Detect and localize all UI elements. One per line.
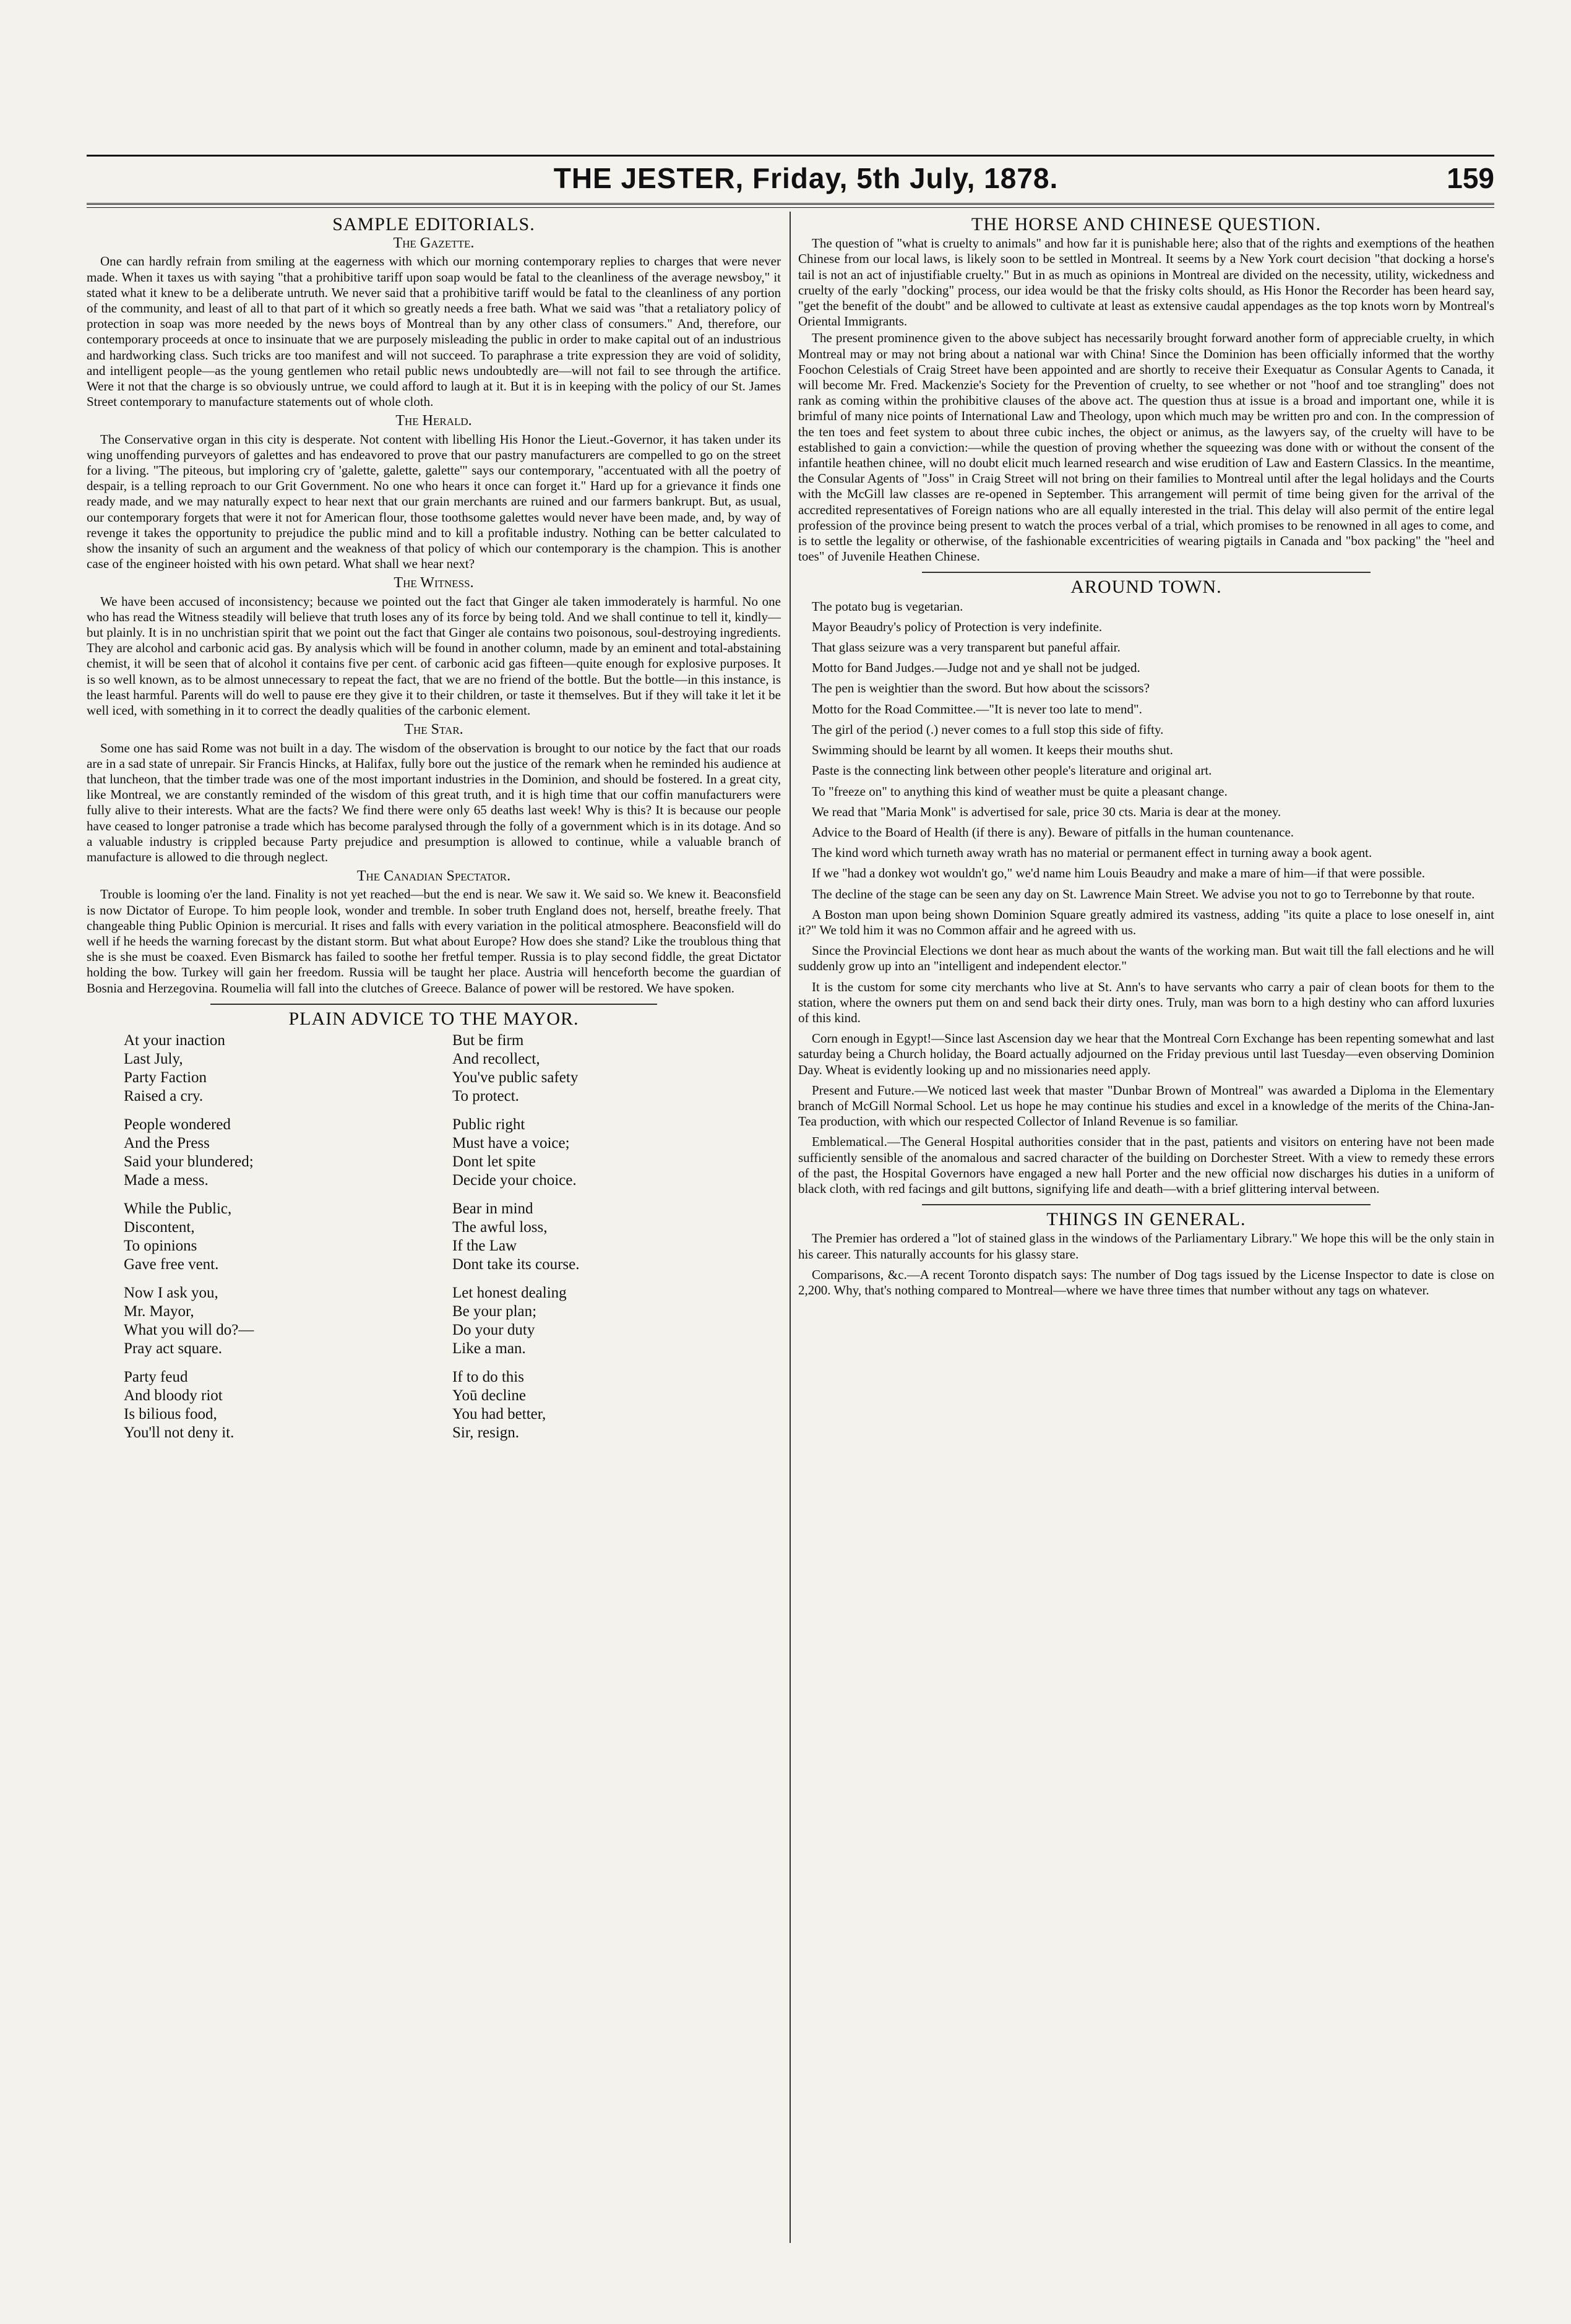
news-item: A Boston man upon being shown Dominion Square greatly admired its vastness, adding "its quite a place to lose oneself in, aint it?" We told him it was no Common affair and he agreed with us. bbox=[798, 906, 1494, 937]
news-item: That glass seizure was a very transparent but paneful affair. bbox=[812, 640, 1121, 655]
poem-line: Party Faction bbox=[124, 1069, 207, 1086]
divider bbox=[922, 572, 1371, 573]
herald-heading: The Herald. bbox=[395, 413, 472, 429]
poem-stanza bbox=[124, 1368, 434, 1442]
poem bbox=[124, 1031, 762, 1452]
news-item: Comparisons, &c.—A recent Toronto dispatch says: The number of Dog tags issued by the License Inspector to date is close on 2,200. Why, that's nothing compared to Montreal—where we have three times that number without any tags on whatever. bbox=[798, 1267, 1494, 1298]
poem-stanza bbox=[452, 1116, 762, 1190]
page-title: THE JESTER, Friday, 5th July, 1878. bbox=[553, 162, 1059, 194]
poem-title: PLAIN ADVICE TO THE MAYOR. bbox=[288, 1008, 579, 1029]
poem-stanza bbox=[124, 1200, 434, 1274]
poem-line: And recollect, bbox=[452, 1050, 540, 1067]
header-top-rule bbox=[87, 155, 1494, 157]
poem-line: Let honest dealing bbox=[452, 1284, 567, 1301]
newspaper-page bbox=[87, 155, 1494, 2243]
poem-stanza bbox=[124, 1116, 434, 1190]
news-item: The kind word which turneth away wrath has no material or permanent effect in turning away a book agent. bbox=[812, 845, 1372, 861]
poem-line: While the Public, bbox=[124, 1200, 232, 1217]
poem-line: Be your plan; bbox=[452, 1302, 537, 1320]
poem-line: Discontent, bbox=[124, 1218, 195, 1236]
poem-line: Sir, resign. bbox=[452, 1424, 520, 1441]
news-item: The potato bug is vegetarian. bbox=[812, 598, 963, 614]
poem-line: Mr. Mayor, bbox=[124, 1302, 194, 1320]
poem-stanza bbox=[452, 1031, 762, 1106]
poem-stanza bbox=[452, 1368, 762, 1442]
poem-stanza bbox=[124, 1284, 434, 1358]
poem-line: You've public safety bbox=[452, 1069, 579, 1086]
page-header bbox=[87, 161, 1494, 196]
news-item: Motto for Band Judges.—Judge not and ye shall not be judged. bbox=[812, 660, 1140, 676]
news-item: The Premier has ordered a "lot of stained glass in the windows of the Parliamentary Library." We hope this will be the only stain in his career. This naturally accounts for his glassy stare. bbox=[798, 1231, 1494, 1262]
poem-line: You had better, bbox=[452, 1405, 546, 1422]
poem-line: And bloody riot bbox=[124, 1387, 223, 1404]
poem-line: Like a man. bbox=[452, 1340, 526, 1357]
poem-line: Pray act square. bbox=[124, 1340, 222, 1357]
star-heading: The Star. bbox=[404, 721, 463, 738]
divider bbox=[210, 1004, 657, 1005]
divider bbox=[922, 1204, 1371, 1205]
column-rule bbox=[790, 212, 791, 2243]
poem-line: People wondered bbox=[124, 1116, 231, 1133]
news-item: Emblematical.—The General Hospital authorities consider that in the past, patients and visitors on entering have not been made sufficiently sensible of the anomalous and sacred character of the building on Dorchester Street. With a view to remedy these errors of the past, the Hospital Governors have engaged a new hall Porter and the new official now discharges his duties in a uniform of black cloth, with red facings and gilt buttons, signifying life and death—with a brief glittering interval between. bbox=[798, 1134, 1494, 1196]
news-item: Since the Provincial Elections we dont hear as much about the wants of the working man. But wait till the fall elections and he will suddenly grow up into an "intelligent and independent elector." bbox=[798, 943, 1494, 974]
news-item: Present and Future.—We noticed last week that master "Dunbar Brown of Montreal" was awarded a Diploma in the Elementary branch of McGill Normal School. Let us hope he may continue his studies and excel in a knowledge of the merits of the China-Jan-Tea production, with which our respected Collector of Inland Revenue is so familiar. bbox=[798, 1082, 1494, 1129]
poem-line: Now I ask you, bbox=[124, 1284, 218, 1301]
horse-question-p1: The question of "what is cruelty to animals" and how far it is punishable here; also that of the rights and exemptions of the heathen Chinese from our local laws, is likely soon to be settled in Montreal. It seems by a New York court decision "that docking a horse's tail is not an act of injustifiable cruelty." But in as much as opinions in Montreal are divided on the necessity, utility, wickedness and cruelty of the early "docking" process, our idea would be that the frisky colts should, as His Honor the Recorder has been heard say, "get the benefit of the doubt" and be allowed to cultivate at least as extensive caudal appendages as the top knots worn by Montreal's Oriental Immigrants. bbox=[798, 236, 1494, 329]
poem-line: If to do this bbox=[452, 1368, 524, 1385]
news-item: We read that "Maria Monk" is advertised for sale, price 30 cts. Maria is dear at the money. bbox=[812, 804, 1281, 819]
news-item: The pen is weightier than the sword. But how about the scissors? bbox=[812, 681, 1150, 696]
poem-line: Public right bbox=[452, 1116, 525, 1133]
news-item: The girl of the period (.) never comes to a full stop this side of fifty. bbox=[812, 721, 1164, 737]
poem-line: Is bilious food, bbox=[124, 1405, 217, 1422]
poem-line: To opinions bbox=[124, 1237, 197, 1254]
news-item: Paste is the connecting link between other people's literature and original art. bbox=[812, 763, 1212, 778]
poem-line: Gave free vent. bbox=[124, 1255, 219, 1273]
poem-line: Decide your choice. bbox=[452, 1171, 577, 1189]
poem-line: Said your blundered; bbox=[124, 1153, 254, 1170]
herald-text: The Conservative organ in this city is desperate. Not content with libelling His Honor the Lieut.-Governor, it has taken under its wing unoffending purveyors of galettes and has endeavored to prove that our pastry manufacturers are compelled to go on the street for a living. "The piteous, but imploring cry of 'galette, galette, galette'" says our contemporary, "accentuated with all the poetry of despair, is a telling reproach to our Grit Government. No one who hears it once can forget it." Hard up for a grievance it finds one ready made, and we may naturally expect to hear next that our grain merchants are ruined and our farmers bankrupt. But, as usual, our contemporary forgets that were it not for American flour, those toothsome galettes would never have been made, and, by way of revenge it takes the opportunity to prejudice the public mind and to kill a profitable industry. Nothing can be better calculated to show the insanity of such an argument and the weakness of that policy of which our contemporary is the champion. This is another case of the engineer hoisted with his own petard. What shall we hear next? bbox=[87, 431, 781, 572]
witness-text: We have been accused of inconsistency; because we pointed out the fact that Ginger ale taken immoderately is harmful. No one who has read the Witness steadily will believe that truth loses any of its force by being told. And we shall continue to tell it, kindly—but plainly. It is in no unchristian spirit that we point out the fact that Ginger ale contains two poisonous, soul-destroying ingredients. They are alcohol and carbonic acid gas. By analysis which will be found in another column, made by an eminent and total-abstaining chemist, it will be seen that of alcohol it contains five per cent. of carbonic acid gas fifteen—quite enough for explosive purposes. It is so well known, as to be almost unnecessary to repeat the fact, that we are no friend of the bottle. But the bottle—in this instance, is the least harmful. Parents will do well to pause ere they give it to their children, or taste it themselves. But if they will take it let it be well iced, with something in it to correct the deadly qualities of the carbonic element. bbox=[87, 593, 781, 718]
poem-line: Yoū decline bbox=[452, 1387, 526, 1404]
poem-line: Made a mess. bbox=[124, 1171, 209, 1189]
gazette-text: One can hardly refrain from smiling at the eagerness with which our morning contemporary replies to charges that were never made. When it taxes us with saying "that a prohibitive tariff upon soap would be fatal to the cleanliness of the average newsboy," it stated what it knew to be a deliberate untruth. We never said that a prohibitive tariff would be fatal to the cleanliness of any portion of the community, and least of all to that part of it which so greatly needs a free bath. What we said was "that a retaliatory policy of protection in soap was more needed by the news boys of Montreal than by any other class of consumers." And, therefore, our contemporary proceeds at once to insinuate that we are purposely misleading the public in order to make capital out of an industrious and hardworking class. Such tricks are too manifest and will not succeed. To paraphrase a trite expression they are void of solidity, and intelligent people—as the young gentlemen who retail public news undoubtedly are—will not fail to see through the artifice. Were it not that the charge is so obviously untrue, we could afford to laugh at it. But it is in keeping with the policy of our St. James Street contemporary to manufacture statements out of whole cloth. bbox=[87, 254, 781, 410]
poem-line: The awful loss, bbox=[452, 1218, 548, 1236]
news-item: Advice to the Board of Health (if there is any). Beware of pitfalls in the human countenance. bbox=[812, 824, 1294, 840]
horse-question-title: THE HORSE AND CHINESE QUESTION. bbox=[971, 214, 1322, 235]
poem-line: If the Law bbox=[452, 1237, 517, 1254]
page-number: 159 bbox=[1447, 162, 1494, 194]
poem-line: Dont take its course. bbox=[452, 1255, 580, 1273]
spectator-heading: The Canadian Spectator. bbox=[356, 868, 511, 885]
news-item: Swimming should be learnt by all women. It keeps their mouths shut. bbox=[812, 742, 1173, 758]
poem-line: At your inaction bbox=[124, 1031, 225, 1049]
poem-stanza bbox=[452, 1200, 762, 1274]
poem-right-column bbox=[452, 1031, 762, 1452]
poem-left-column bbox=[124, 1031, 434, 1452]
poem-line: Dont let spite bbox=[452, 1153, 536, 1170]
poem-line: You'll not deny it. bbox=[124, 1424, 235, 1441]
star-text: Some one has said Rome was not built in a day. The wisdom of the observation is brought to our notice by the fact that our roads are in a sad state of unrepair. Sir Francis Hincks, at Halifax, fully bore out the justice of the remark when he reminded his audience at that luncheon, that the timber trade was one of the most important industries in the Dominion, and should be fostered. In a great city, like Montreal, we are constantly reminded of the wisdom of this great truth, and it is high time that our coffin manufacturers were fully alive to their interests. What are the facts? We find there were only 65 deaths last week! Why is this? It is because our people have ceased to longer patronise a trade which has become paralysed through the folly of a government which is in its dotage. And so a valuable industry is crippled because Party prejudice and presumption is allowed to continue, while a valuable branch of manufacture is allowed to die through neglect. bbox=[87, 740, 781, 864]
header-rule bbox=[87, 203, 1494, 208]
poem-line: Do your duty bbox=[452, 1321, 535, 1338]
news-item: To "freeze on" to anything this kind of weather must be quite a pleasant change. bbox=[812, 783, 1228, 799]
poem-line: What you will do?— bbox=[124, 1321, 254, 1338]
news-item: Motto for the Road Committee.—"It is never too late to mend". bbox=[812, 701, 1142, 717]
horse-question-p2: The present prominence given to the above subject has necessarily brought forward another form of appreciable cruelty, in which Montreal may or may not bring about a national war with China! Since the Dominion has been officially informed that the worthy Foochon Celestials of Craig Street have been appointed and are shortly to receive their Exequatur as Consular Agents to Canada, it will become Mr. Fred. Mackenzie's Society for the Prevention of cruelty, to see whether or not "hoof and toe strangling" does not rank as coming within the prohibitive clauses of the above act. The question thus at issue is a broad and important one, while it is brimful of many nice points of International Law and Theology, upon which much may be written pro and con. In the compression of the ten toes and feet system to about three cubic inches, the object or animus, as the lawyers say, of the cruelty will have to be established to gain a conviction:—while the question of proving whether the squeezing was done with or without the consent of the infantile heathen chinee, will no doubt elicit much learned research and wise erudition of Law and Eastern Classics. In the meantime, the Consular Agents of "Joss" in Craig Street will not bring on their families to Montreal until after the legal holidays and the Courts with the McGill law classes are re-opened in September. This arrangement will permit of time being given for the arrival of the accredited representatives of Foreign nations who are all equally interested in the trial. This delay will also permit of the entire legal profession of the province being present to watch the proces verbal of a trial, which promises to be renowned in all ages to come, and is to settle the legality or otherwise, of the fashionable excentricities of wearing pigtails in Canada and "box packing" the "heel and toes" of Juvenile Heathen Chinese. bbox=[798, 330, 1494, 564]
sample-editorials-title: SAMPLE EDITORIALS. bbox=[332, 214, 535, 235]
news-item: It is the custom for some city merchants who live at St. Ann's to have servants who carry a pair of clean boots for them to the station, where the owners put them on and send back their dirty ones. Truly, man was born to a high destiny who can afford luxuries of this kind. bbox=[798, 979, 1494, 1025]
things-general-items bbox=[798, 1231, 1494, 1298]
poem-line: And the Press bbox=[124, 1134, 210, 1151]
poem-line: Last July, bbox=[124, 1050, 183, 1067]
witness-heading: The Witness. bbox=[394, 575, 474, 592]
poem-line: Party feud bbox=[124, 1368, 188, 1385]
spectator-text: Trouble is looming o'er the land. Finality is not yet reached—but the end is near. We saw it. We said so. We knew it. Beaconsfield is now Dictator of Europe. To him people look, wonder and tremble. In sober truth England does not, herself, breathe freely. That changeable thing Public Opinion is mercurial. It rises and falls with every variation in the political atmosphere. Beaconsfield will do well if he heeds the warning forecast by the distant storm. But what about Europe? How does she stand? Like the troublous thing that she is she must be coaxed. Even Bismarck has failed to soothe her fretful temper. Russia is to play second fiddle, the great Dictator holding the bow. Turkey will gain her freedom. Russia will be taught her place. Austria will henceforth become the guardian of Bosnia and Herzegovina. Roumelia will fall into the clutches of Greece. Balance of power will be restored. We have spoken. bbox=[87, 887, 781, 996]
news-item: If we "had a donkey wot wouldn't go," we'd name him Louis Beaudry and make a mare of him—if that were possible. bbox=[812, 866, 1426, 881]
around-town-title: AROUND TOWN. bbox=[1070, 577, 1222, 598]
poem-line: Bear in mind bbox=[452, 1200, 533, 1217]
things-general-title: THINGS IN GENERAL. bbox=[1046, 1209, 1246, 1230]
news-item: The decline of the stage can be seen any day on St. Lawrence Main Street. We advise you not to go to Terrebonne by that route. bbox=[812, 886, 1475, 902]
poem-line: Must have a voice; bbox=[452, 1134, 570, 1151]
around-town-items bbox=[798, 599, 1494, 1197]
poem-line: But be firm bbox=[452, 1031, 524, 1049]
gazette-heading: The Gazette. bbox=[393, 235, 475, 252]
poem-line: Raised a cry. bbox=[124, 1087, 204, 1104]
poem-stanza bbox=[124, 1031, 434, 1106]
poem-stanza bbox=[452, 1284, 762, 1358]
left-column bbox=[87, 212, 781, 2243]
poem-line: To protect. bbox=[452, 1087, 519, 1104]
news-item: Mayor Beaudry's policy of Protection is very indefinite. bbox=[812, 619, 1103, 634]
news-item: Corn enough in Egypt!—Since last Ascension day we hear that the Montreal Corn Exchange has been repenting somewhat and last saturday being a Church holiday, the Board actually adjourned on the Friday previous until last Tuesday—even observing Dominion Day. Wheat is evidently looking up and no missionaries need apply. bbox=[798, 1031, 1494, 1077]
right-column bbox=[798, 212, 1494, 2243]
